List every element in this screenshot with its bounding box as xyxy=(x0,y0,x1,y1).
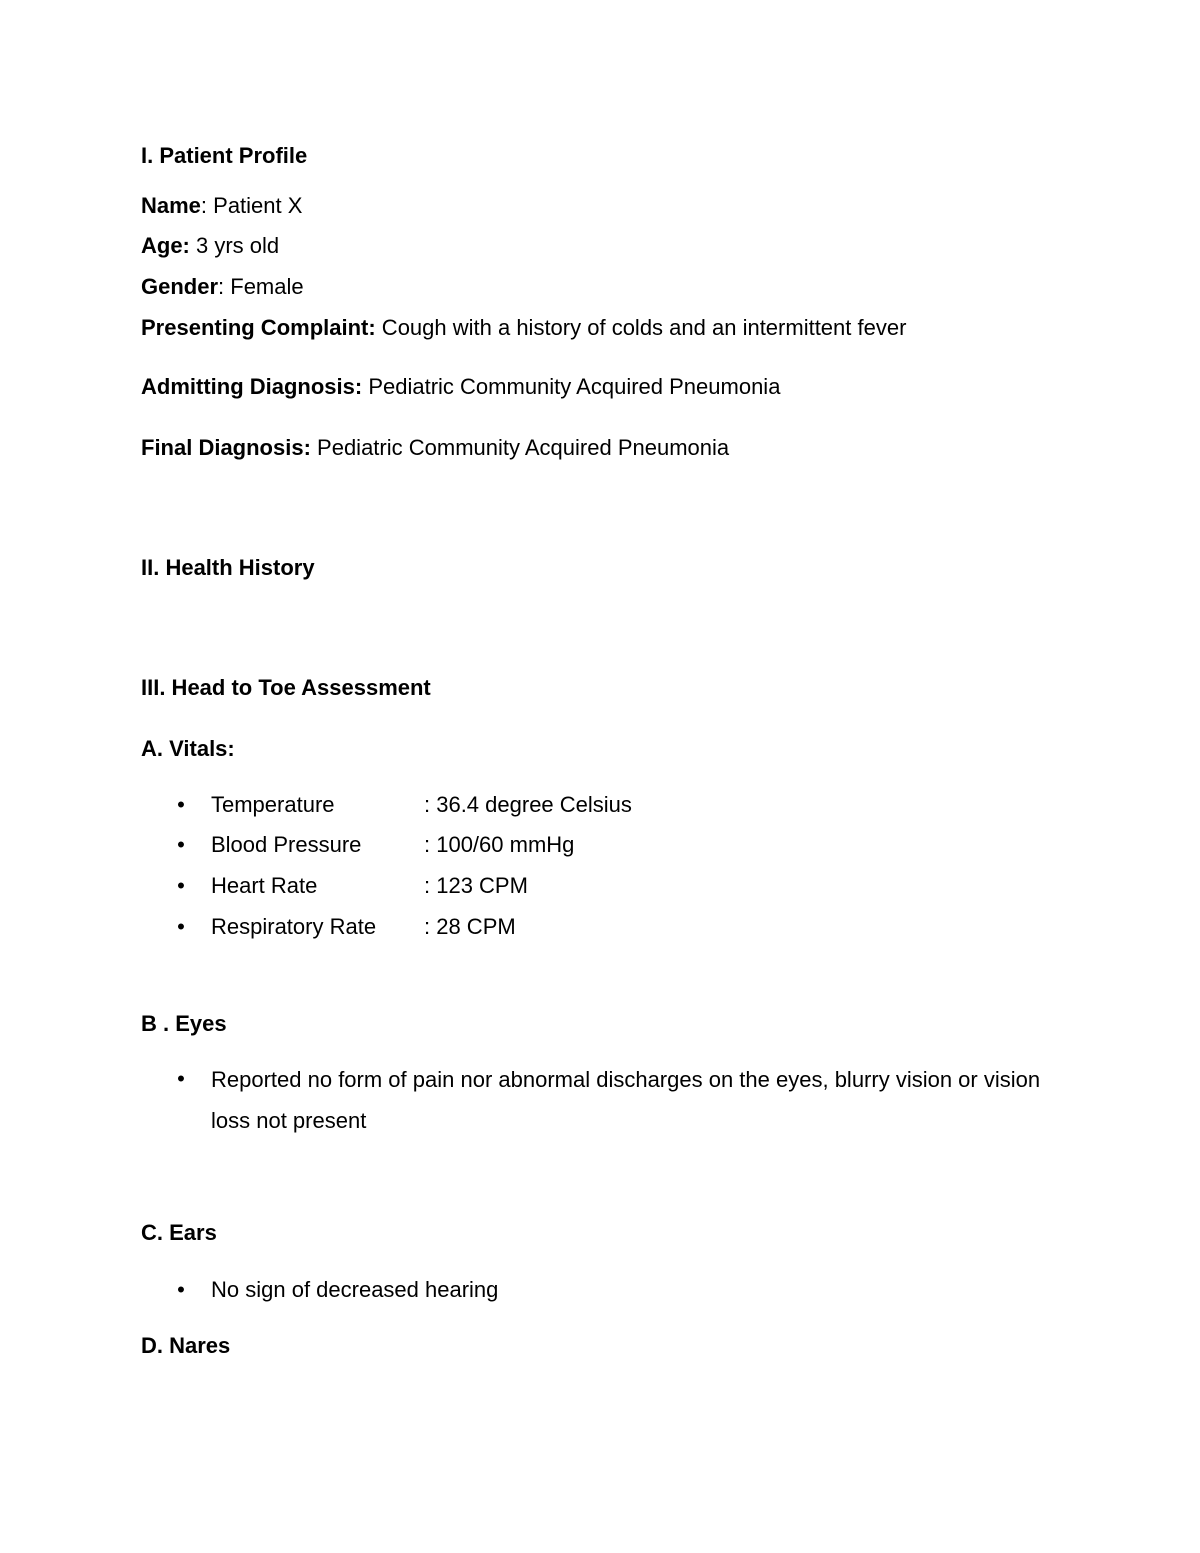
vital-value: : 100/60 mmHg xyxy=(424,832,575,857)
subheading-eyes: B . Eyes xyxy=(141,1011,227,1036)
profile-name-row xyxy=(141,193,302,219)
subheading-ears: C. Ears xyxy=(141,1220,217,1245)
section-heading-head-to-toe: III. Head to Toe Assessment xyxy=(141,675,431,700)
eyes-finding-text: Reported no form of pain nor abnormal discharges on the eyes, blurry vision or vision loss not present xyxy=(211,1067,1041,1133)
age-value: 3 yrs old xyxy=(189,233,280,258)
vital-label: Heart Rate xyxy=(211,873,318,898)
complaint-label: Presenting Complaint: xyxy=(141,315,376,340)
final-diagnosis-label: Final Diagnosis: xyxy=(141,435,311,460)
bullet-icon xyxy=(174,792,188,818)
profile-admitting-row xyxy=(141,374,780,400)
vital-value: : 123 CPM xyxy=(424,873,528,898)
profile-complaint-row xyxy=(141,315,906,341)
vital-label: Blood Pressure xyxy=(211,832,362,857)
profile-final-row xyxy=(141,435,729,461)
vital-label: Temperature xyxy=(211,792,335,817)
bullet-icon xyxy=(174,1277,188,1303)
bullet-icon xyxy=(174,832,188,858)
profile-gender-row xyxy=(141,274,304,300)
age-label: Age: xyxy=(141,233,190,258)
vital-value: : 36.4 degree Celsius xyxy=(424,792,632,817)
final-diagnosis-value: Pediatric Community Acquired Pneumonia xyxy=(310,435,730,460)
bullet-icon xyxy=(174,873,188,899)
profile-age-row xyxy=(141,233,279,259)
section-heading-health-history: II. Health History xyxy=(141,555,315,580)
vital-label: Respiratory Rate xyxy=(211,914,377,939)
subheading-vitals: A. Vitals: xyxy=(141,736,235,761)
subheading-nares: D. Nares xyxy=(141,1333,231,1358)
bullet-icon xyxy=(174,1066,188,1092)
bullet-icon xyxy=(174,914,188,940)
section-heading-patient-profile: I. Patient Profile xyxy=(141,143,308,168)
admitting-diagnosis-label: Admitting Diagnosis: xyxy=(141,374,363,399)
name-label: Name xyxy=(141,193,201,218)
vital-value: : 28 CPM xyxy=(424,914,516,939)
complaint-value: Cough with a history of colds and an intermittent fever xyxy=(375,315,907,340)
name-value: : Patient X xyxy=(200,193,303,218)
admitting-diagnosis-value: Pediatric Community Acquired Pneumonia xyxy=(362,374,781,399)
gender-label: Gender xyxy=(141,274,219,299)
ears-finding-text: No sign of decreased hearing xyxy=(211,1277,499,1302)
gender-value: : Female xyxy=(218,274,304,299)
